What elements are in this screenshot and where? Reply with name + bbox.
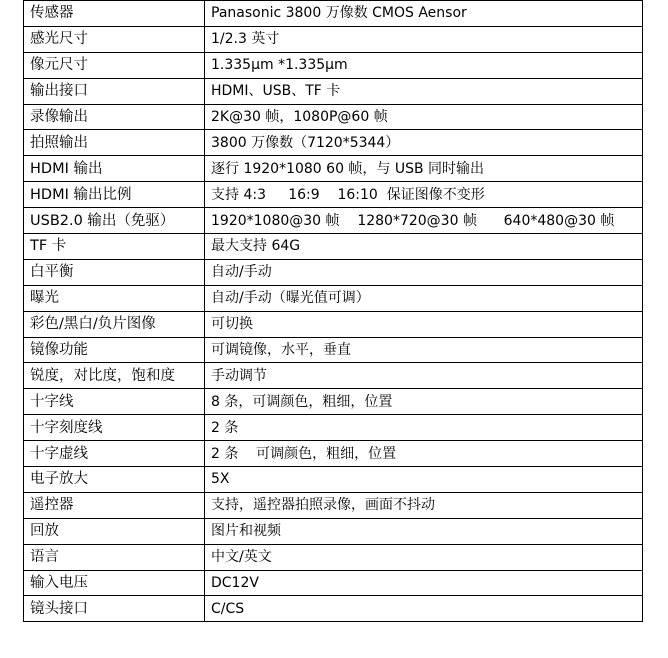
table-row xyxy=(24,78,643,104)
table-row xyxy=(24,311,643,337)
param-value-cell: 支持，遥控器拍照录像，画面不抖动 xyxy=(205,492,643,518)
table-row xyxy=(24,596,643,622)
param-value-cell: 图片和视频 xyxy=(205,518,643,544)
table-row xyxy=(24,570,643,596)
param-value-cell: 支持 4:3 16:9 16:10 保证图像不变形 xyxy=(205,182,643,208)
param-name-cell: 遥控器 xyxy=(24,492,205,518)
table-row xyxy=(24,415,643,441)
param-name-cell: 录像输出 xyxy=(24,104,205,130)
table-row xyxy=(24,518,643,544)
table-row xyxy=(24,337,643,363)
param-name-cell: HDMI 输出 xyxy=(24,156,205,182)
param-value-cell: 可切换 xyxy=(205,311,643,337)
param-value-cell: C/CS xyxy=(205,596,643,622)
param-name-cell: 十字虚线 xyxy=(24,441,205,467)
param-value-cell: 手动调节 xyxy=(205,363,643,389)
param-value-cell: 2 条 xyxy=(205,415,643,441)
table-row xyxy=(24,259,643,285)
param-name-cell: 白平衡 xyxy=(24,259,205,285)
table-row xyxy=(24,363,643,389)
table-row xyxy=(24,285,643,311)
table-row xyxy=(24,1,643,27)
param-name-cell: 曝光 xyxy=(24,285,205,311)
param-name-cell: 镜像功能 xyxy=(24,337,205,363)
param-value-cell: 3800 万像数（7120*5344） xyxy=(205,130,643,156)
param-name-cell: 电子放大 xyxy=(24,467,205,493)
table-row xyxy=(24,389,643,415)
table-row xyxy=(24,441,643,467)
param-value-cell: 1.335μm *1.335μm xyxy=(205,52,643,78)
table-row xyxy=(24,130,643,156)
table-row xyxy=(24,104,643,130)
param-name-cell: 拍照输出 xyxy=(24,130,205,156)
spec-table-body xyxy=(24,0,643,622)
param-value-cell: Panasonic 3800 万像数 CMOS Aensor xyxy=(205,1,643,27)
param-name-cell: HDMI 输出比例 xyxy=(24,182,205,208)
param-value-cell: 自动/手动 xyxy=(205,259,643,285)
table-row xyxy=(24,26,643,52)
param-value-cell: 中文/英文 xyxy=(205,544,643,570)
param-name-cell: TF 卡 xyxy=(24,234,205,260)
param-name-cell: 十字刻度线 xyxy=(24,415,205,441)
param-name-cell: 感光尺寸 xyxy=(24,26,205,52)
param-value-cell: 5X xyxy=(205,467,643,493)
param-name-cell: 输入电压 xyxy=(24,570,205,596)
param-value-cell: 1/2.3 英寸 xyxy=(205,26,643,52)
table-row xyxy=(24,544,643,570)
param-value-cell: 自动/手动（曝光值可调） xyxy=(205,285,643,311)
table-row xyxy=(24,492,643,518)
param-name-cell: 锐度，对比度，饱和度 xyxy=(24,363,205,389)
param-value-cell: 逐行 1920*1080 60 帧，与 USB 同时输出 xyxy=(205,156,643,182)
param-value-cell: 1920*1080@30 帧 1280*720@30 帧 640*480@30 帧 xyxy=(205,208,643,234)
param-value-cell: DC12V xyxy=(205,570,643,596)
table-row xyxy=(24,234,643,260)
param-value-cell: 最大支持 64G xyxy=(205,234,643,260)
param-value-cell: 2 条 可调颜色，粗细，位置 xyxy=(205,441,643,467)
spec-table xyxy=(23,0,643,622)
param-name-cell: USB2.0 输出（免驱） xyxy=(24,208,205,234)
param-name-cell: 传感器 xyxy=(24,1,205,27)
param-name-cell: 镜头接口 xyxy=(24,596,205,622)
param-name-cell: 语言 xyxy=(24,544,205,570)
param-value-cell: 可调镜像，水平，垂直 xyxy=(205,337,643,363)
param-value-cell: 2K@30 帧，1080P@60 帧 xyxy=(205,104,643,130)
table-row xyxy=(24,52,643,78)
table-row xyxy=(24,467,643,493)
param-name-cell: 回放 xyxy=(24,518,205,544)
param-name-cell: 彩色/黑白/负片图像 xyxy=(24,311,205,337)
param-name-cell: 像元尺寸 xyxy=(24,52,205,78)
table-row xyxy=(24,182,643,208)
param-value-cell: 8 条，可调颜色，粗细，位置 xyxy=(205,389,643,415)
table-row xyxy=(24,156,643,182)
param-name-cell: 输出接口 xyxy=(24,78,205,104)
param-value-cell: HDMI、USB、TF 卡 xyxy=(205,78,643,104)
table-row xyxy=(24,208,643,234)
param-name-cell: 十字线 xyxy=(24,389,205,415)
